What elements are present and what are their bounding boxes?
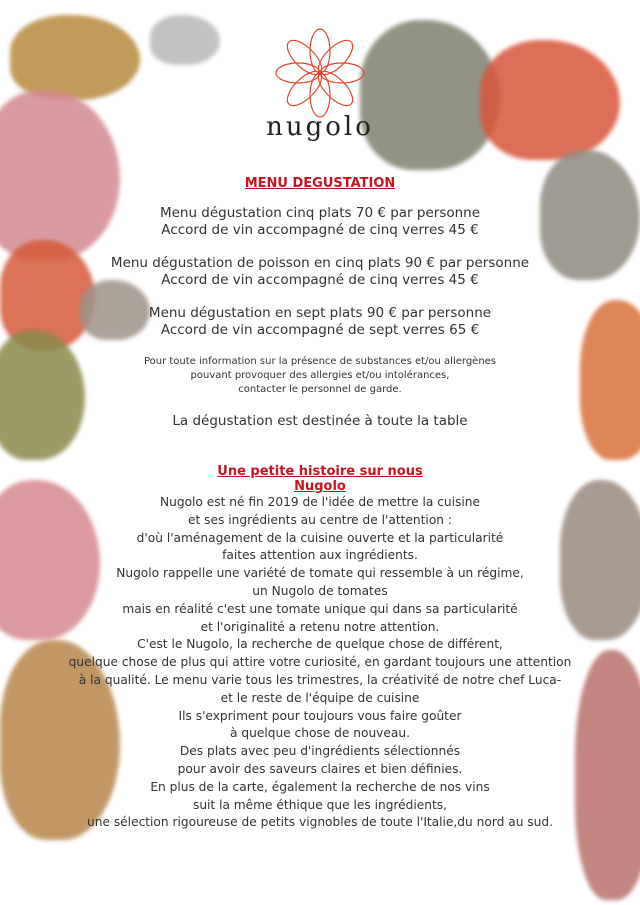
story-line: un Nugolo de tomates bbox=[252, 583, 388, 598]
story-subtitle: Nugolo bbox=[294, 479, 346, 494]
leaf-decoration bbox=[150, 15, 220, 65]
offer-price: Menu dégustation cinq plats 70 € par personne bbox=[159, 205, 481, 221]
leaf-decoration bbox=[10, 15, 140, 100]
story-title: Une petite histoire sur nous bbox=[217, 464, 423, 479]
story-line: faites attention aux ingrédients. bbox=[222, 548, 418, 563]
leaf-decoration bbox=[480, 40, 620, 160]
story-line: En plus de la carte, également la recherche de nos vins bbox=[150, 779, 490, 794]
story-line: Nugolo est né fin 2019 de l'idée de mettre la cuisine bbox=[160, 495, 480, 509]
story-line: Des plats avec peu d'ingrédients sélectionnés bbox=[179, 744, 461, 759]
offer-price: Menu dégustation de poisson en cinq plats 90 € par personne bbox=[110, 255, 530, 271]
note-line: Pour toute information sur la présence de substances et/ou allergènes bbox=[143, 356, 497, 367]
wine-pairing: Accord de vin accompagné de cinq verres 45 € bbox=[161, 272, 479, 288]
story-line: mais en réalité c'est une tomate unique qui dans sa particularité bbox=[122, 601, 518, 616]
story-line: et ses ingrédients au centre de l'attention : bbox=[188, 512, 452, 527]
allergen-note bbox=[60, 355, 580, 397]
story-line: suit la même éthique que les ingrédients, bbox=[192, 797, 448, 812]
note-line: pouvant provoquer des allergies et/ou intolérances, bbox=[190, 370, 450, 381]
story-line: et l'originalité a retenu notre attention. bbox=[200, 619, 440, 634]
story-text bbox=[60, 494, 580, 832]
offer bbox=[60, 305, 580, 339]
wine-pairing: Accord de vin accompagné de sept verres 65 € bbox=[160, 322, 480, 338]
story-line: à quelque chose de nouveau. bbox=[230, 726, 410, 741]
leaf-decoration bbox=[360, 20, 500, 170]
leaf-decoration bbox=[575, 650, 640, 900]
story-line: d'où l'aménagement de la cuisine ouverte et la particularité bbox=[136, 530, 504, 545]
offer-price: Menu dégustation en sept plats 90 € par personne bbox=[148, 305, 492, 321]
table-note: La dégustation est destinée à toute la table bbox=[172, 413, 468, 429]
logo bbox=[270, 28, 370, 118]
story-line: pour avoir des saveurs claires et bien définies. bbox=[177, 761, 463, 776]
flower-logo-icon bbox=[275, 28, 365, 118]
story-line: Ils s'expriment pour toujours vous faire goûter bbox=[178, 708, 462, 723]
brand-name: nugolo bbox=[266, 112, 374, 142]
offer bbox=[60, 255, 580, 289]
leaf-decoration bbox=[580, 300, 640, 460]
story-line: quelque chose de plus qui attire votre curiosité, en gardant toujours une attention bbox=[68, 655, 572, 670]
story-line: une sélection rigoureuse de petits vignobles de toute l'Italie,du nord au sud. bbox=[87, 815, 553, 830]
note-line: contacter le personnel de garde. bbox=[238, 384, 402, 395]
wine-pairing: Accord de vin accompagné de cinq verres 45 € bbox=[161, 222, 479, 238]
menu-section bbox=[60, 176, 580, 429]
story-section bbox=[60, 464, 580, 832]
story-line: et le reste de l'équipe de cuisine bbox=[220, 690, 420, 705]
story-line: à la qualité. Le menu varie tous les trimestres, la créativité de notre chef Luca- bbox=[78, 672, 562, 687]
story-line: Nugolo rappelle une variété de tomate qui ressemble à un régime, bbox=[116, 566, 524, 581]
story-line: C'est le Nugolo, la recherche de quelque chose de différent, bbox=[137, 637, 503, 652]
menu-title: MENU DEGUSTATION bbox=[244, 176, 396, 191]
offer bbox=[60, 205, 580, 239]
